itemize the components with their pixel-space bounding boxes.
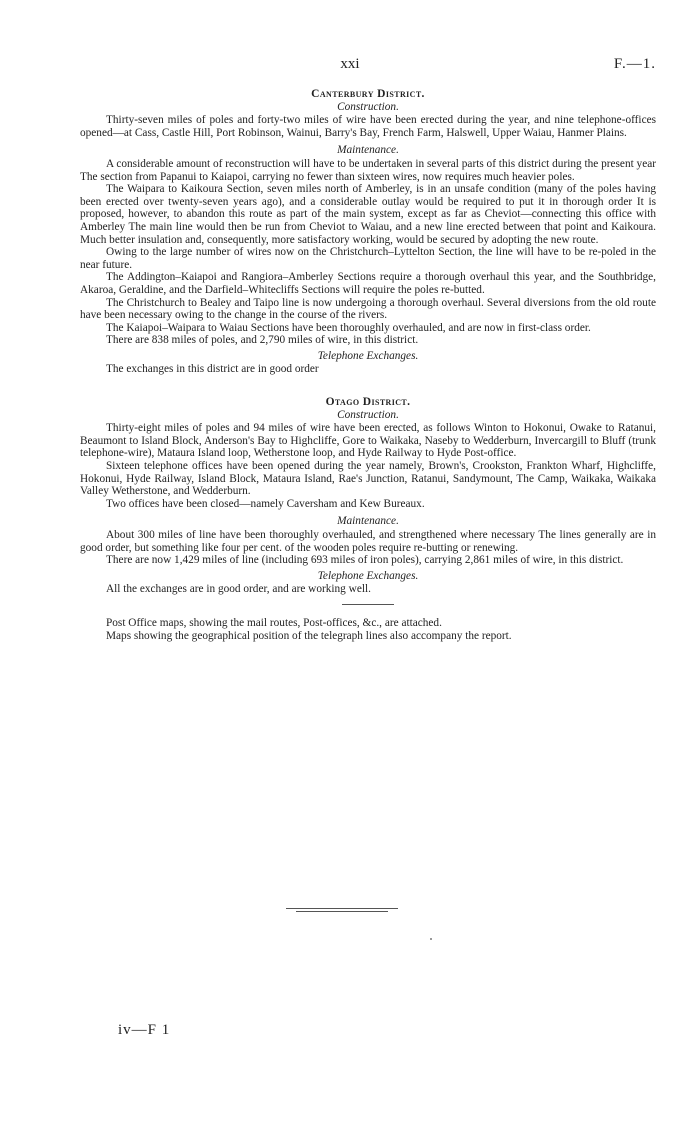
otago-section [80, 396, 656, 596]
document-reference: F.—1. [613, 56, 656, 72]
paragraph: The Christchurch to Bealey and Taipo line is now undergoing a thorough overhaul. Several diversions from the old route have been necessary owing to the change in the course of the rivers. [80, 296, 656, 322]
paragraph: There are 838 miles of poles, and 2,790 miles of wire, in this district. [106, 334, 419, 347]
paragraph: There are now 1,429 miles of line (including 693 miles of iron poles), carrying 2,861 miles of wire, in this district. [106, 554, 624, 567]
paragraph: Sixteen telephone offices have been opened during the year namely, Brown's, Crookston, Frankton Wharf, Highcliffe, Hokonui, Hyde Railway, Island Block, Mataura Island, Rae's Junction, Ratanui, Sandymount, The Camp, Waikaka, Waikaka Valley Wetherstone, and Wedderburn. [80, 460, 656, 498]
paragraph: About 300 miles of line have been thoroughly overhauled, and strengthened where necessary The lines generally are in good order, but something like four per cent. of the wooden poles require re-butting or renewing. [80, 529, 656, 554]
closing-section [80, 617, 656, 642]
canterbury-maintenance-heading: Maintenance. [337, 144, 399, 157]
canterbury-section [80, 88, 656, 376]
paragraph: The Waipara to Kaikoura Section, seven miles north of Amberley, is in an unsafe condition (many of the poles having been erected over twenty-seven years ago), and a considerable outlay would be required to put it in thorough order It is proposed, however, to abandon this route as part of the main system, except as far as Cheviot—connecting this office with Amberley The main line would then be run from Cheviot to Waiau, and a new line erected between that point and Kaikoura. Much better insulation and, consequently, more satisfactory working, would be secured by adopting the new route. [80, 183, 656, 246]
canterbury-title: Canterbury District. [311, 88, 425, 100]
paragraph: Two offices have been closed—namely Caversham and Kew Bureaux. [106, 497, 425, 510]
end-rule [286, 908, 398, 914]
otago-title: Otago District. [325, 396, 411, 409]
paragraph: Maps showing the geographical position of the telegraph lines also accompany the report. [106, 629, 512, 642]
section-divider [342, 604, 394, 605]
page-number: xxi [340, 56, 360, 72]
paragraph: The Kaiapoi–Waipara to Waiau Sections have been thoroughly overhauled, and are now in first-class order. [106, 321, 591, 334]
paragraph: A considerable amount of reconstruction will have to be undertaken in several parts of this district during the present year The section from Papanui to Kaiapoi, carrying no fewer than sixteen wires, now requires much heavier poles. [80, 157, 656, 183]
canterbury-exchanges-heading: Telephone Exchanges. [317, 349, 419, 362]
paragraph: Thirty-eight miles of poles and 94 miles of wire have been erected, as follows Winton to Hokonui, Owake to Ratanui, Beaumont to Island Block, Anderson's Bay to Highcliffe, Gore to Waikaka, Naseby to Wedderburn, Invercargill to Bluff (trunk telephone-wire), Mataura Island loop, Wetherstone loop, and Hyde Railway to Hyde Post-office. [80, 422, 656, 460]
otago-exchanges-heading: Telephone Exchanges. [317, 569, 419, 582]
otago-maintenance-heading: Maintenance. [337, 515, 399, 528]
canterbury-construction-heading: Construction. [337, 100, 399, 113]
paragraph: The exchanges in this district are in good order [106, 363, 319, 376]
paragraph: Post Office maps, showing the mail routes, Post-offices, &c., are attached. [106, 616, 442, 629]
page-content [80, 88, 656, 642]
paragraph: Owing to the large number of wires now on the Christchurch–Lyttelton Section, the line will have to be re-poled in the near future. [80, 246, 656, 271]
paragraph: All the exchanges are in good order, and are working well. [106, 583, 371, 596]
otago-construction-heading: Construction. [337, 408, 399, 421]
paragraph: Thirty-seven miles of poles and forty-two miles of wire have been erected during the year, and nine telephone-offices opened—at Cass, Castle Hill, Port Robinson, Wainui, Barry's Bay, French Farm, Halswell, Upper Waiau, Hanmer Plains. [80, 114, 656, 139]
print-speck [430, 938, 432, 940]
paragraph: The Addington–Kaiapoi and Rangiora–Amberley Sections require a thorough overhaul this year, and the Southbridge, Akaroa, Geraldine, and the Darfield–Whitecliffs Sections will require the poles re-butted. [80, 271, 656, 296]
signature-mark: iv—F 1 [118, 1022, 171, 1038]
